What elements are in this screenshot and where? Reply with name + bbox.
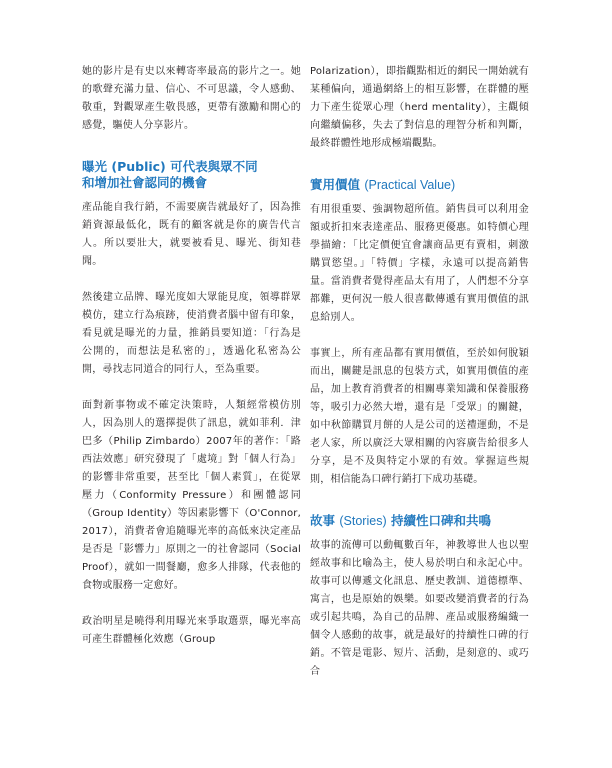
heading-line-2: 和增加社會認同的機會 (82, 175, 208, 190)
section-heading-practical-value (310, 177, 529, 193)
heading-latin: (Stories) (339, 514, 387, 528)
heading-suffix: 持續性口碑和共鳴 (390, 513, 491, 528)
heading-latin: (Practical Value) (364, 178, 456, 192)
paragraph: 然後建立品牌、曝光度如大眾能見度，領導群眾模仿，建立行為痕跡，使消費者腦中留有印象，看見就是曝光的力量，推銷員要知道：「行為是公開的，而想法是私密的」，透過化私密為公開，尋找志同道合的同行人，至為重要。 (82, 292, 301, 375)
paragraph: 面對新事物或不確定決策時，人類經常模仿別人，因為別人的選擇提供了訊息，就如菲利．津巴多（Philip Zimbardo）2007年的著作：「路西法效應」研究發現了「處境」對「個人行為」的影響非常重要，甚至比「個人素質」，在從眾壓力（Conformity Pressure）和團體認同（Group Identity）等因素影響下（O'Connor, 2017），消費者會追隨曝光率的高低來決定產品是否是「影響力」原則之一的社會認同（Social Proof），就如一間餐廳，愈多人排隊，代表他的食物或服務一定愈好。 (82, 400, 301, 591)
paragraph: 政治明星是曉得利用曝光來爭取選票，曝光率高可產生群體極化效應（Group (82, 616, 301, 645)
heading-prefix: 故事 (310, 513, 336, 528)
heading-cjk: 實用價值 (310, 177, 361, 192)
paragraph: 有用很重要、強調物超所值。銷售員可以利用金額或折扣來表達產品、服務更優惠。如特價心理學描繪：「比定價便宜會讓商品更有賣相，刺激購買慾望。」「特價」字樣，永遠可以提高銷售量。當消費者覺得產品太有用了，人們想不分享都難，更何況一般人很喜歡傳遞有實用價值的訊息給別人。 (310, 204, 529, 323)
paragraph: 產品能自我行銷，不需要廣告就最好了，因為推銷資源最低化，既有的顧客就是你的廣告代言人。所以要壯大，就要被看見、曝光、街知巷聞。 (82, 202, 301, 267)
paragraph: 故事的流傳可以動輒數百年，神教導世人也以聖經故事和比喻為主，使人易於明白和永記心中。故事可以傳遞文化訊息、歷史教訓、道德標準、寓言，也是原始的娛樂。如要改變消費者的行為或引起共鳴，為自己的品牌、產品或服務編織一個令人感動的故事，就是最好的持續性口碑的行銷。不管是電影、短片、活動，是刻意的、或巧合 (310, 540, 529, 677)
heading-line-1: 曝光 (Public) 可代表與眾不同 (82, 159, 258, 174)
left-column (82, 63, 301, 649)
paragraph: Polarization），即指觀點相近的網民一開始就有某種偏向，通過網絡上的相互影響，在群體的壓力下產生從眾心理（herd mentality），主觀傾向繼續偏移，失去了對信息的理智分析和判斷，最終群體性地形成極端觀點。 (310, 66, 529, 149)
section-heading-public (82, 159, 301, 191)
paragraph: 事實上，所有產品都有實用價值，至於如何脫穎而出，關鍵是訊息的包裝方式，如實用價值的產品，加上教育消費者的相關專業知識和保養服務等，吸引力必然大增，還有是「受眾」的關鍵，如中秋節購買月餅的人是公司的送禮運動，不是老人家，所以廣泛大眾相關的內容廣告給很多人分享，是不及與特定小眾的有效。掌握這些規則，相信能為口碑行銷打下成功基礎。 (310, 348, 529, 485)
right-column (310, 63, 529, 681)
paragraph: 她的影片是有史以來轉寄率最高的影片之一。她的歌聲充滿力量、信心、不可思議，令人感動、敬重，對觀眾產生敬畏感，更帶有激勵和開心的感覺，驅使人分享影片。 (82, 66, 301, 131)
section-heading-stories (310, 513, 529, 529)
